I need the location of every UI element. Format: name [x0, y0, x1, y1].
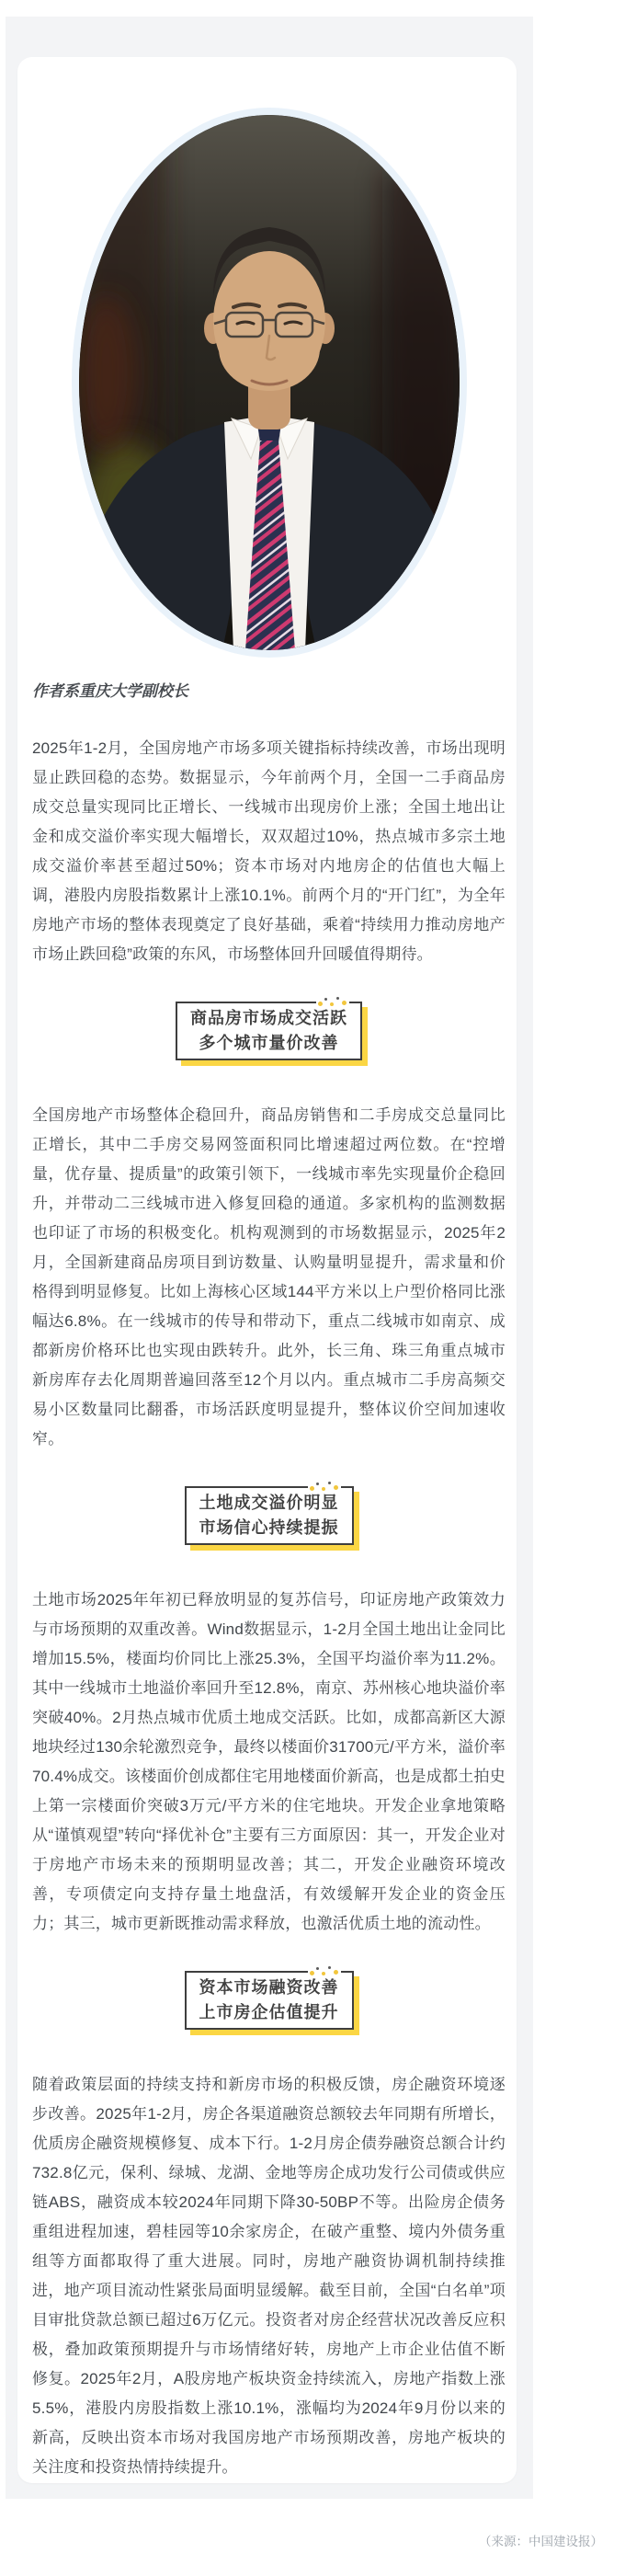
section-header-box [176, 1002, 362, 1060]
dots-ornament-icon [308, 1483, 341, 1491]
section-title-line2: 市场信心持续提振 [199, 1518, 339, 1537]
section-title-line2: 多个城市量价改善 [199, 1034, 339, 1052]
section-title [199, 1975, 339, 2025]
section-title [199, 1491, 339, 1540]
source-attribution: （来源：中国建设报） [479, 2535, 603, 2548]
section-title-line1: 土地成交溢价明显 [199, 1494, 339, 1512]
section-header-2 [32, 1486, 506, 1545]
section-header-box [185, 1971, 354, 2030]
section-title-line1: 商品房市场成交活跃 [190, 1009, 347, 1027]
section-title [190, 1006, 347, 1056]
article-card [17, 57, 517, 2483]
paragraph-capital-market: 随着政策层面的持续支持和新房市场的积极反馈，房企融资环境逐步改善。2025年1-2月，房企各渠道融资总额较去年同期有所增长，优质房企融资规模修复、成本下行。1-2月房企债券融资总额合计约732.8亿元，保利、绿城、龙湖、金地等房企成功发行公司债或供应链ABS，融资成本较2024年同期下降30-50BP不等。出险房企债务重组进程加速，碧桂园等10余家房企，在破产重整、境内外债务重组等方面都取得了重大进展。同时，房地产融资协调机制持续推进，地产项目流动性紧张局面明显缓解。截至目前，全国“白名单”项目审批贷款总额已超过6万亿元。投资者对房企经营状况改善反应积极，叠加政策预期提升与市场情绪好转，房地产上市企业估值不断修复。2025年2月，A股房地产板块资金持续流入，房地产指数上涨5.5%，港股内房股指数上涨10.1%，涨幅均为2024年9月份以来的新高，反映出资本市场对我国房地产市场预期改善，房地产板块的关注度和投资热情持续提升。 [32, 2076, 506, 2476]
section-title-line2: 上市房企估值提升 [199, 2003, 339, 2021]
paragraph-intro: 2025年1-2月，全国房地产市场多项关键指标持续改善，市场出现明显止跌回稳的态势。数据显示，今年前两个月，全国一二手商品房成交总量实现同比正增长、一线城市出现房价上涨；全国土地出让金和成交溢价率实现大幅增长，双双超过10%，热点城市多宗土地成交溢价率甚至超过50%；资本市场对内地房企的估值也大幅上调，港股内房股指数累计上涨10.1%。前两个月的“开门红”，为全年房地产市场的整体表现奠定了良好基础，乘着“持续用力推动房地产市场止跌回稳”政策的东风，市场整体回升回暖值得期待。 [32, 739, 506, 963]
section-header-3 [32, 1971, 506, 2030]
dots-ornament-icon [308, 1968, 341, 1975]
section-header-box [185, 1486, 354, 1545]
content-panel [6, 17, 533, 2499]
author-portrait-photo [72, 108, 467, 658]
section-title-line1: 资本市场融资改善 [199, 1978, 339, 1997]
paragraph-land-market: 土地市场2025年年初已释放明显的复苏信号，印证房地产政策效力与市场预期的双重改善。Wind数据显示，1-2月全国土地出让金同比增加15.5%，楼面均价同比上涨25.3%，全国平均溢价率为11.2%。其中一线城市土地溢价率回升至12.8%，南京、苏州核心地块溢价率突破40%。2月热点城市优质土地成交活跃。比如，成都高新区大源地块经过130余轮激烈竞争，最终以楼面价31700元/平方米，溢价率70.4%成交。该楼面价创成都住宅用地楼面价新高，也是成都土拍史上第一宗楼面价突破3万元/平方米的住宅地块。开发企业拿地策略从“谨慎观望”转向“择优补仓”主要有三方面原因：其一，开发企业对于房地产市场未来的预期明显改善；其二，开发企业融资环境改善，专项债定向支持存量土地盘活，有效缓解开发企业的资金压力；其三，城市更新既推动需求释放，也激活优质土地的流动性。 [32, 1591, 506, 1932]
paragraph-housing-market: 全国房地产市场整体企稳回升，商品房销售和二手房成交总量同比正增长，其中二手房交易网签面积同比增速超过两位数。在“控增量，优存量、提质量”的政策引领下，一线城市率先实现量价企稳回升，并带动二三线城市进入修复回稳的通道。多家机构的监测数据也印证了市场的积极变化。机构观测到的市场数据显示，2025年2月，全国新建商品房项目到访数量、认购量明显提升，需求量和价格得到明显修复。比如上海核心区域144平方米以上户型价格同比涨幅达6.8%。在一线城市的传导和带动下，重点二线城市如南京、成都新房价格环比也实现由跌转升。此外，长三角、珠三角重点城市新房库存去化周期普遍回落至12个月以内。重点城市二手房高频交易小区数量同比翻番，市场活跃度明显提升，整体议价空间加速收窄。 [32, 1106, 506, 1448]
portrait-illustration [79, 115, 460, 650]
author-caption: 作者系重庆大学副校长 [32, 682, 188, 700]
dots-ornament-icon [316, 999, 349, 1006]
section-header-1 [32, 1002, 506, 1060]
